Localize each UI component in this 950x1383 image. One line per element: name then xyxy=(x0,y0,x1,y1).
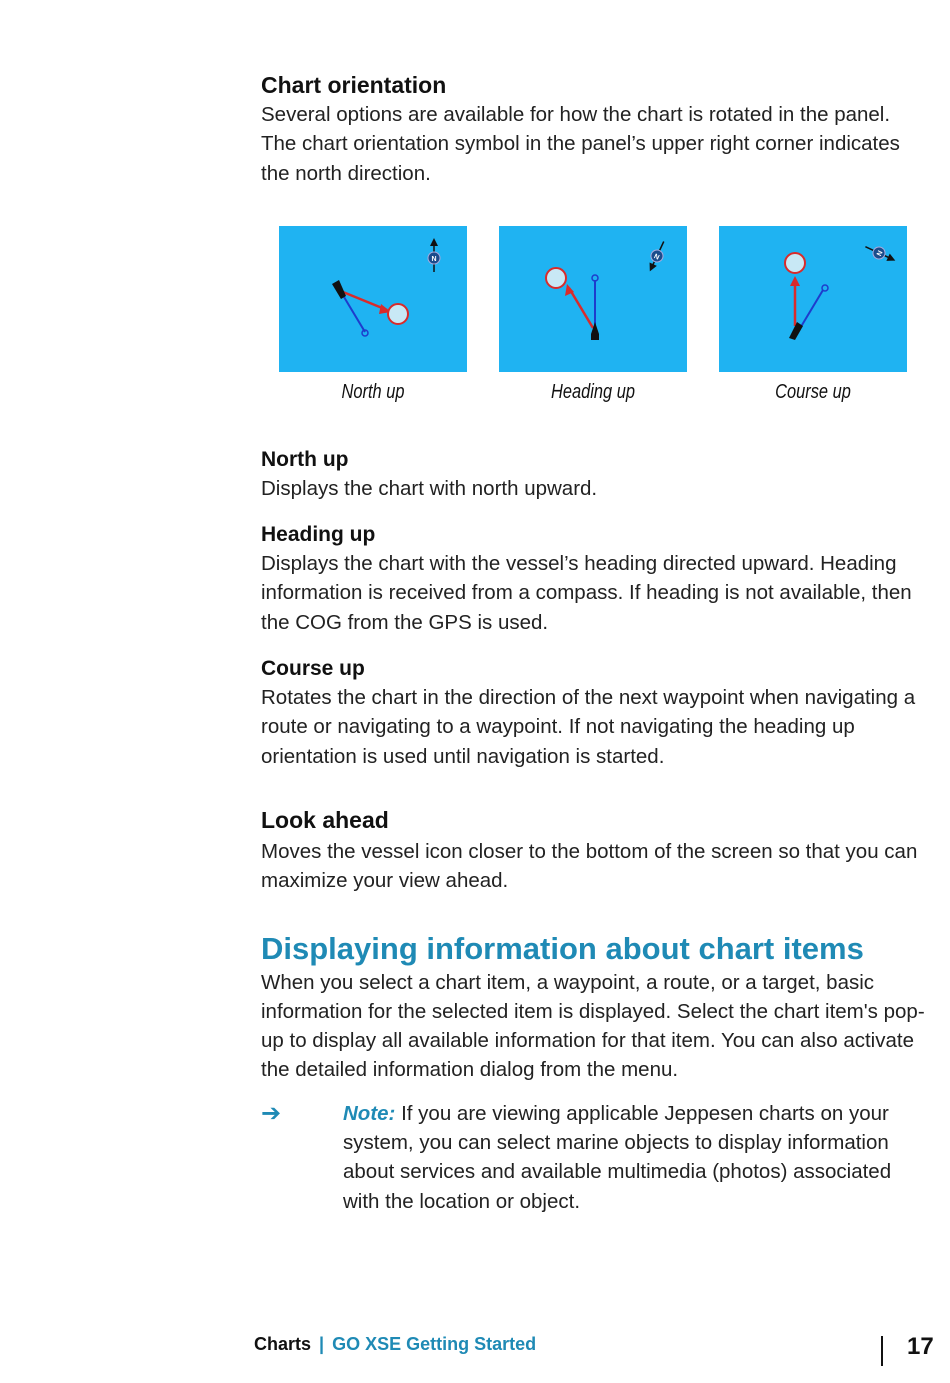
page-number-divider xyxy=(881,1336,883,1366)
page-footer xyxy=(254,1334,536,1355)
svg-text:N: N xyxy=(652,253,661,262)
heading-up-text: Displays the chart with the vessel’s heading directed upward. Heading information is received from a compass. If heading is not available, then the COG from the GPS is used. xyxy=(261,552,912,634)
page-number: 17 xyxy=(907,1333,934,1360)
look-ahead-heading: Look ahead xyxy=(261,806,389,833)
heading-up-heading: Heading up xyxy=(261,523,376,547)
heading-up-caption: Heading up xyxy=(551,380,635,403)
heading-up-figure xyxy=(499,226,687,372)
note-body: If you are viewing applicable Jeppesen charts on your system, you can select marine objects to display information about services and available multimedia (photos) associated with the location or object. xyxy=(343,1101,892,1213)
north-up-text: Displays the chart with north upward. xyxy=(261,476,598,500)
chart-orientation-intro: Several options are available for how the chart is rotated in the panel. The chart orientation symbol in the panel’s upper right corner indicates the north direction. xyxy=(261,103,900,185)
note-label: Note: xyxy=(343,1101,396,1125)
footer-separator: | xyxy=(319,1334,325,1354)
footer-manual-title: GO XSE Getting Started xyxy=(332,1334,537,1354)
course-up-text: Rotates the chart in the direction of the next waypoint when navigating a route or navigating to a waypoint. If not navigating the heading up orientation is used until navigation is started. xyxy=(261,686,916,768)
chart-orientation-heading: Chart orientation xyxy=(261,72,447,98)
svg-text:N: N xyxy=(431,255,437,263)
north-up-heading: North up xyxy=(261,447,349,471)
page-content xyxy=(261,70,926,1216)
chart-items-section xyxy=(261,930,926,1216)
chart-items-heading: Displaying information about chart items xyxy=(261,930,864,966)
heading-up-section xyxy=(261,521,926,637)
north-up-section xyxy=(261,446,926,503)
course-up-caption: Course up xyxy=(775,380,851,403)
course-up-figure xyxy=(719,226,907,372)
look-ahead-text: Moves the vessel icon closer to the bottom of the screen so that you can maximize your view ahead. xyxy=(261,839,918,893)
note-text xyxy=(343,1099,926,1216)
footer-section: Charts xyxy=(254,1334,312,1354)
course-up-section xyxy=(261,655,926,771)
look-ahead-section xyxy=(261,805,926,896)
course-up-heading: Course up xyxy=(261,657,365,681)
orientation-figures xyxy=(279,226,926,446)
arrow-right-icon: ➔ xyxy=(261,1099,282,1127)
north-up-caption: North up xyxy=(341,380,405,403)
course-up-chart-image xyxy=(719,226,907,372)
note-block xyxy=(261,1099,926,1216)
chart-items-text: When you select a chart item, a waypoint, a route, or a target, basic information for the selected item is displayed. Select the chart item's pop-up to display all available information for that item. You can also activate the detailed information dialog from the menu. xyxy=(261,970,925,1082)
north-up-figure xyxy=(279,226,467,372)
heading-up-chart-image xyxy=(499,226,687,372)
north-up-chart-image xyxy=(279,226,467,372)
svg-text:N: N xyxy=(876,249,885,258)
